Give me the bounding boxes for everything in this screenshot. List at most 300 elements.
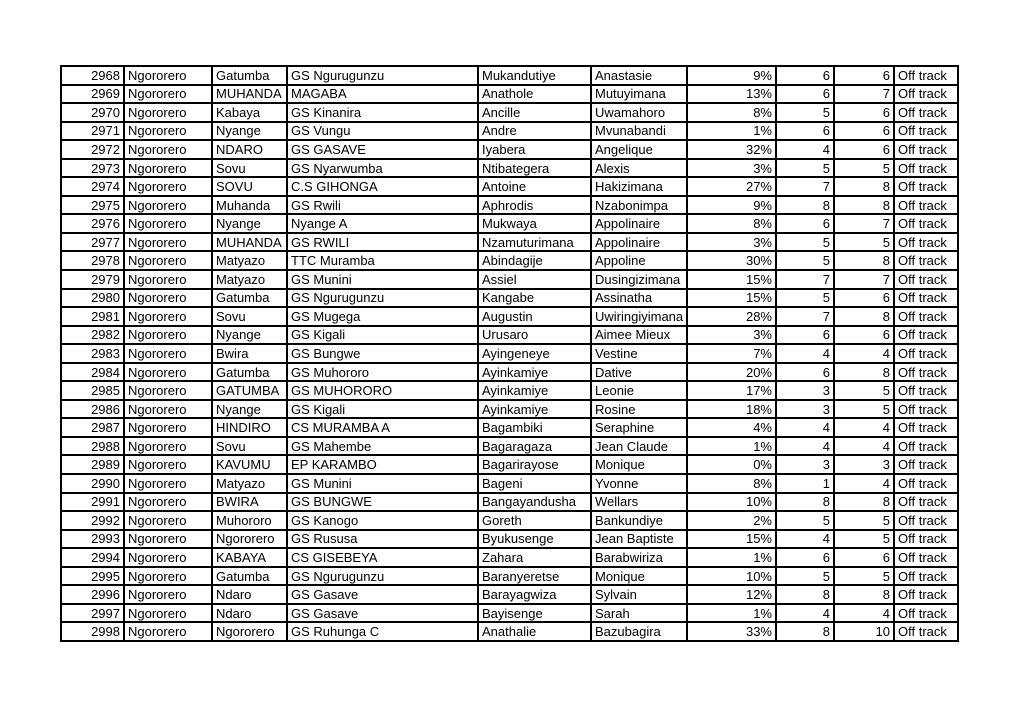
value-1-cell: 8 <box>776 622 834 641</box>
row-number-cell: 2969 <box>61 85 124 104</box>
last-name-cell: Alexis <box>591 159 687 178</box>
sector-cell: Gatumba <box>212 66 287 85</box>
sector-cell: Gatumba <box>212 363 287 382</box>
first-name-cell: Ayingeneye <box>478 344 591 363</box>
district-cell: Ngororero <box>124 270 212 289</box>
table-row <box>61 622 958 641</box>
sector-cell: MUHANDA <box>212 85 287 104</box>
first-name-cell: Goreth <box>478 511 591 530</box>
row-number-cell: 2984 <box>61 363 124 382</box>
school-cell: GS Mugega <box>287 307 478 326</box>
percentage-cell: 7% <box>687 344 776 363</box>
last-name-cell: Barabwiriza <box>591 548 687 567</box>
status-cell: Off track <box>894 400 958 419</box>
value-1-cell: 4 <box>776 418 834 437</box>
table-row <box>61 493 958 512</box>
value-2-cell: 5 <box>834 400 894 419</box>
percentage-cell: 15% <box>687 289 776 308</box>
district-cell: Ngororero <box>124 418 212 437</box>
school-cell: GS Vungu <box>287 122 478 141</box>
district-cell: Ngororero <box>124 511 212 530</box>
school-cell: GS Bungwe <box>287 344 478 363</box>
district-cell: Ngororero <box>124 567 212 586</box>
school-cell: GS Ngurugunzu <box>287 567 478 586</box>
district-cell: Ngororero <box>124 363 212 382</box>
sector-cell: BWIRA <box>212 493 287 512</box>
school-cell: GS Ruhunga C <box>287 622 478 641</box>
value-2-cell: 3 <box>834 455 894 474</box>
value-2-cell: 8 <box>834 363 894 382</box>
percentage-cell: 1% <box>687 437 776 456</box>
district-cell: Ngororero <box>124 214 212 233</box>
first-name-cell: Iyabera <box>478 140 591 159</box>
percentage-cell: 10% <box>687 493 776 512</box>
district-cell: Ngororero <box>124 326 212 345</box>
first-name-cell: Mukwaya <box>478 214 591 233</box>
first-name-cell: Andre <box>478 122 591 141</box>
status-cell: Off track <box>894 604 958 623</box>
percentage-cell: 32% <box>687 140 776 159</box>
school-cell: GS Rwili <box>287 196 478 215</box>
table-row <box>61 400 958 419</box>
percentage-cell: 9% <box>687 66 776 85</box>
school-cell: GS Mahembe <box>287 437 478 456</box>
status-cell: Off track <box>894 344 958 363</box>
table-row <box>61 85 958 104</box>
value-2-cell: 8 <box>834 585 894 604</box>
table-row <box>61 474 958 493</box>
school-cell: GS Kigali <box>287 400 478 419</box>
sector-cell: Matyazo <box>212 270 287 289</box>
sector-cell: Ndaro <box>212 604 287 623</box>
first-name-cell: Antoine <box>478 177 591 196</box>
status-cell: Off track <box>894 251 958 270</box>
last-name-cell: Monique <box>591 455 687 474</box>
sector-cell: KABAYA <box>212 548 287 567</box>
percentage-cell: 0% <box>687 455 776 474</box>
district-cell: Ngororero <box>124 381 212 400</box>
school-cell: GS Nyarwumba <box>287 159 478 178</box>
district-cell: Ngororero <box>124 307 212 326</box>
table-row <box>61 567 958 586</box>
sector-cell: Ngororero <box>212 622 287 641</box>
district-cell: Ngororero <box>124 400 212 419</box>
sector-cell: Nyange <box>212 214 287 233</box>
first-name-cell: Ayinkamiye <box>478 363 591 382</box>
sector-cell: Bwira <box>212 344 287 363</box>
first-name-cell: Bageni <box>478 474 591 493</box>
sector-cell: SOVU <box>212 177 287 196</box>
row-number-cell: 2976 <box>61 214 124 233</box>
school-cell: GS BUNGWE <box>287 493 478 512</box>
row-number-cell: 2974 <box>61 177 124 196</box>
status-cell: Off track <box>894 511 958 530</box>
percentage-cell: 33% <box>687 622 776 641</box>
sector-cell: KAVUMU <box>212 455 287 474</box>
district-cell: Ngororero <box>124 344 212 363</box>
row-number-cell: 2972 <box>61 140 124 159</box>
row-number-cell: 2994 <box>61 548 124 567</box>
row-number-cell: 2980 <box>61 289 124 308</box>
value-1-cell: 4 <box>776 530 834 549</box>
value-2-cell: 6 <box>834 548 894 567</box>
last-name-cell: Angelique <box>591 140 687 159</box>
value-1-cell: 5 <box>776 233 834 252</box>
table-row <box>61 233 958 252</box>
school-cell: MAGABA <box>287 85 478 104</box>
last-name-cell: Jean Claude <box>591 437 687 456</box>
value-2-cell: 6 <box>834 66 894 85</box>
sector-cell: Matyazo <box>212 474 287 493</box>
first-name-cell: Ayinkamiye <box>478 400 591 419</box>
district-cell: Ngororero <box>124 233 212 252</box>
last-name-cell: Appolinaire <box>591 214 687 233</box>
table-row <box>61 437 958 456</box>
value-1-cell: 5 <box>776 251 834 270</box>
value-1-cell: 7 <box>776 177 834 196</box>
district-cell: Ngororero <box>124 122 212 141</box>
first-name-cell: Mukandutiye <box>478 66 591 85</box>
district-cell: Ngororero <box>124 437 212 456</box>
row-number-cell: 2996 <box>61 585 124 604</box>
row-number-cell: 2998 <box>61 622 124 641</box>
table-row <box>61 196 958 215</box>
district-cell: Ngororero <box>124 622 212 641</box>
value-1-cell: 6 <box>776 326 834 345</box>
last-name-cell: Vestine <box>591 344 687 363</box>
district-cell: Ngororero <box>124 177 212 196</box>
district-cell: Ngororero <box>124 455 212 474</box>
value-2-cell: 5 <box>834 159 894 178</box>
value-2-cell: 5 <box>834 567 894 586</box>
value-2-cell: 4 <box>834 344 894 363</box>
value-1-cell: 6 <box>776 122 834 141</box>
percentage-cell: 30% <box>687 251 776 270</box>
value-2-cell: 5 <box>834 530 894 549</box>
percentage-cell: 28% <box>687 307 776 326</box>
percentage-cell: 1% <box>687 548 776 567</box>
table-row <box>61 604 958 623</box>
row-number-cell: 2977 <box>61 233 124 252</box>
last-name-cell: Mvunabandi <box>591 122 687 141</box>
table-row <box>61 418 958 437</box>
school-cell: GS MUHORORO <box>287 381 478 400</box>
table-row <box>61 548 958 567</box>
status-cell: Off track <box>894 530 958 549</box>
school-cell: GS Ngurugunzu <box>287 66 478 85</box>
row-number-cell: 2978 <box>61 251 124 270</box>
district-cell: Ngororero <box>124 66 212 85</box>
last-name-cell: Appoline <box>591 251 687 270</box>
school-cell: EP KARAMBO <box>287 455 478 474</box>
district-cell: Ngororero <box>124 85 212 104</box>
status-cell: Off track <box>894 66 958 85</box>
value-2-cell: 8 <box>834 307 894 326</box>
row-number-cell: 2997 <box>61 604 124 623</box>
school-cell: GS RWILI <box>287 233 478 252</box>
value-1-cell: 5 <box>776 289 834 308</box>
status-cell: Off track <box>894 214 958 233</box>
value-2-cell: 6 <box>834 103 894 122</box>
status-cell: Off track <box>894 418 958 437</box>
row-number-cell: 2968 <box>61 66 124 85</box>
status-cell: Off track <box>894 140 958 159</box>
row-number-cell: 2983 <box>61 344 124 363</box>
table-row <box>61 326 958 345</box>
row-number-cell: 2970 <box>61 103 124 122</box>
table-row <box>61 344 958 363</box>
value-2-cell: 5 <box>834 511 894 530</box>
sector-cell: Muhororo <box>212 511 287 530</box>
status-cell: Off track <box>894 493 958 512</box>
value-2-cell: 7 <box>834 85 894 104</box>
table-row <box>61 455 958 474</box>
row-number-cell: 2982 <box>61 326 124 345</box>
value-1-cell: 4 <box>776 344 834 363</box>
table-row <box>61 511 958 530</box>
school-cell: GS Kanogo <box>287 511 478 530</box>
last-name-cell: Sarah <box>591 604 687 623</box>
value-1-cell: 5 <box>776 567 834 586</box>
value-2-cell: 7 <box>834 214 894 233</box>
school-cell: GS Munini <box>287 270 478 289</box>
sector-cell: Muhanda <box>212 196 287 215</box>
status-cell: Off track <box>894 289 958 308</box>
sector-cell: Nyange <box>212 326 287 345</box>
sector-cell: Gatumba <box>212 289 287 308</box>
first-name-cell: Ntibategera <box>478 159 591 178</box>
school-cell: CS MURAMBA A <box>287 418 478 437</box>
value-1-cell: 3 <box>776 400 834 419</box>
percentage-cell: 1% <box>687 122 776 141</box>
table-row <box>61 122 958 141</box>
sector-cell: HINDIRO <box>212 418 287 437</box>
status-cell: Off track <box>894 326 958 345</box>
sector-cell: Gatumba <box>212 567 287 586</box>
percentage-cell: 10% <box>687 567 776 586</box>
row-number-cell: 2979 <box>61 270 124 289</box>
first-name-cell: Barayagwiza <box>478 585 591 604</box>
first-name-cell: Aphrodis <box>478 196 591 215</box>
row-number-cell: 2971 <box>61 122 124 141</box>
value-2-cell: 4 <box>834 418 894 437</box>
value-2-cell: 5 <box>834 381 894 400</box>
row-number-cell: 2992 <box>61 511 124 530</box>
first-name-cell: Kangabe <box>478 289 591 308</box>
value-1-cell: 5 <box>776 511 834 530</box>
value-2-cell: 10 <box>834 622 894 641</box>
table-row <box>61 159 958 178</box>
last-name-cell: Uwamahoro <box>591 103 687 122</box>
row-number-cell: 2987 <box>61 418 124 437</box>
row-number-cell: 2995 <box>61 567 124 586</box>
school-cell: GS Ngurugunzu <box>287 289 478 308</box>
table-row <box>61 214 958 233</box>
last-name-cell: Mutuyimana <box>591 85 687 104</box>
table-row <box>61 381 958 400</box>
school-cell: GS Gasave <box>287 585 478 604</box>
value-2-cell: 4 <box>834 437 894 456</box>
first-name-cell: Bayisenge <box>478 604 591 623</box>
last-name-cell: Dative <box>591 363 687 382</box>
status-cell: Off track <box>894 585 958 604</box>
first-name-cell: Bangayandusha <box>478 493 591 512</box>
school-cell: GS Muhororo <box>287 363 478 382</box>
last-name-cell: Jean Baptiste <box>591 530 687 549</box>
sector-cell: Ndaro <box>212 585 287 604</box>
district-cell: Ngororero <box>124 493 212 512</box>
value-1-cell: 6 <box>776 548 834 567</box>
school-cell: CS GISEBEYA <box>287 548 478 567</box>
school-cell: GS Rususa <box>287 530 478 549</box>
percentage-cell: 8% <box>687 474 776 493</box>
school-cell: GS GASAVE <box>287 140 478 159</box>
percentage-cell: 1% <box>687 604 776 623</box>
status-cell: Off track <box>894 307 958 326</box>
first-name-cell: Bagaragaza <box>478 437 591 456</box>
district-cell: Ngororero <box>124 585 212 604</box>
value-1-cell: 6 <box>776 363 834 382</box>
value-1-cell: 8 <box>776 585 834 604</box>
value-1-cell: 4 <box>776 604 834 623</box>
first-name-cell: Anathole <box>478 85 591 104</box>
percentage-cell: 9% <box>687 196 776 215</box>
percentage-cell: 17% <box>687 381 776 400</box>
last-name-cell: Bazubagira <box>591 622 687 641</box>
last-name-cell: Hakizimana <box>591 177 687 196</box>
value-1-cell: 3 <box>776 381 834 400</box>
percentage-cell: 2% <box>687 511 776 530</box>
value-1-cell: 6 <box>776 66 834 85</box>
table-row <box>61 530 958 549</box>
last-name-cell: Assinatha <box>591 289 687 308</box>
school-cell: GS Kinanira <box>287 103 478 122</box>
status-cell: Off track <box>894 622 958 641</box>
percentage-cell: 3% <box>687 159 776 178</box>
percentage-cell: 20% <box>687 363 776 382</box>
sector-cell: Sovu <box>212 159 287 178</box>
first-name-cell: Bagarirayose <box>478 455 591 474</box>
value-1-cell: 8 <box>776 493 834 512</box>
value-1-cell: 6 <box>776 214 834 233</box>
value-2-cell: 4 <box>834 474 894 493</box>
status-cell: Off track <box>894 177 958 196</box>
table-row <box>61 270 958 289</box>
first-name-cell: Assiel <box>478 270 591 289</box>
data-table <box>60 65 959 642</box>
table-row <box>61 66 958 85</box>
percentage-cell: 27% <box>687 177 776 196</box>
school-cell: GS Gasave <box>287 604 478 623</box>
school-cell: C.S GIHONGA <box>287 177 478 196</box>
table-body <box>61 66 958 641</box>
row-number-cell: 2981 <box>61 307 124 326</box>
first-name-cell: Zahara <box>478 548 591 567</box>
status-cell: Off track <box>894 455 958 474</box>
value-1-cell: 5 <box>776 103 834 122</box>
status-cell: Off track <box>894 270 958 289</box>
value-2-cell: 7 <box>834 270 894 289</box>
percentage-cell: 4% <box>687 418 776 437</box>
sector-cell: MUHANDA <box>212 233 287 252</box>
percentage-cell: 8% <box>687 214 776 233</box>
first-name-cell: Bagambiki <box>478 418 591 437</box>
status-cell: Off track <box>894 363 958 382</box>
first-name-cell: Anathalie <box>478 622 591 641</box>
row-number-cell: 2990 <box>61 474 124 493</box>
last-name-cell: Rosine <box>591 400 687 419</box>
percentage-cell: 18% <box>687 400 776 419</box>
first-name-cell: Ayinkamiye <box>478 381 591 400</box>
last-name-cell: Monique <box>591 567 687 586</box>
value-2-cell: 8 <box>834 493 894 512</box>
value-1-cell: 4 <box>776 140 834 159</box>
value-2-cell: 8 <box>834 177 894 196</box>
value-2-cell: 6 <box>834 289 894 308</box>
district-cell: Ngororero <box>124 474 212 493</box>
sector-cell: Nyange <box>212 122 287 141</box>
table-row <box>61 140 958 159</box>
percentage-cell: 3% <box>687 326 776 345</box>
district-cell: Ngororero <box>124 251 212 270</box>
table-row <box>61 307 958 326</box>
table-row <box>61 251 958 270</box>
status-cell: Off track <box>894 474 958 493</box>
status-cell: Off track <box>894 103 958 122</box>
status-cell: Off track <box>894 85 958 104</box>
table-row <box>61 585 958 604</box>
district-cell: Ngororero <box>124 604 212 623</box>
school-cell: TTC Muramba <box>287 251 478 270</box>
first-name-cell: Augustin <box>478 307 591 326</box>
row-number-cell: 2985 <box>61 381 124 400</box>
row-number-cell: 2993 <box>61 530 124 549</box>
last-name-cell: Sylvain <box>591 585 687 604</box>
row-number-cell: 2986 <box>61 400 124 419</box>
sector-cell: Sovu <box>212 437 287 456</box>
value-1-cell: 5 <box>776 159 834 178</box>
first-name-cell: Urusaro <box>478 326 591 345</box>
row-number-cell: 2991 <box>61 493 124 512</box>
row-number-cell: 2989 <box>61 455 124 474</box>
sector-cell: GATUMBA <box>212 381 287 400</box>
last-name-cell: Leonie <box>591 381 687 400</box>
table-row <box>61 177 958 196</box>
row-number-cell: 2975 <box>61 196 124 215</box>
last-name-cell: Nzabonimpa <box>591 196 687 215</box>
percentage-cell: 8% <box>687 103 776 122</box>
percentage-cell: 13% <box>687 85 776 104</box>
last-name-cell: Yvonne <box>591 474 687 493</box>
value-1-cell: 6 <box>776 85 834 104</box>
last-name-cell: Uwiringiyimana <box>591 307 687 326</box>
last-name-cell: Dusingizimana <box>591 270 687 289</box>
status-cell: Off track <box>894 196 958 215</box>
last-name-cell: Appolinaire <box>591 233 687 252</box>
percentage-cell: 15% <box>687 530 776 549</box>
first-name-cell: Ancille <box>478 103 591 122</box>
table-row <box>61 289 958 308</box>
percentage-cell: 12% <box>687 585 776 604</box>
value-1-cell: 3 <box>776 455 834 474</box>
sector-cell: Nyange <box>212 400 287 419</box>
first-name-cell: Byukusenge <box>478 530 591 549</box>
status-cell: Off track <box>894 122 958 141</box>
first-name-cell: Nzamuturimana <box>478 233 591 252</box>
district-cell: Ngororero <box>124 140 212 159</box>
district-cell: Ngororero <box>124 289 212 308</box>
status-cell: Off track <box>894 437 958 456</box>
